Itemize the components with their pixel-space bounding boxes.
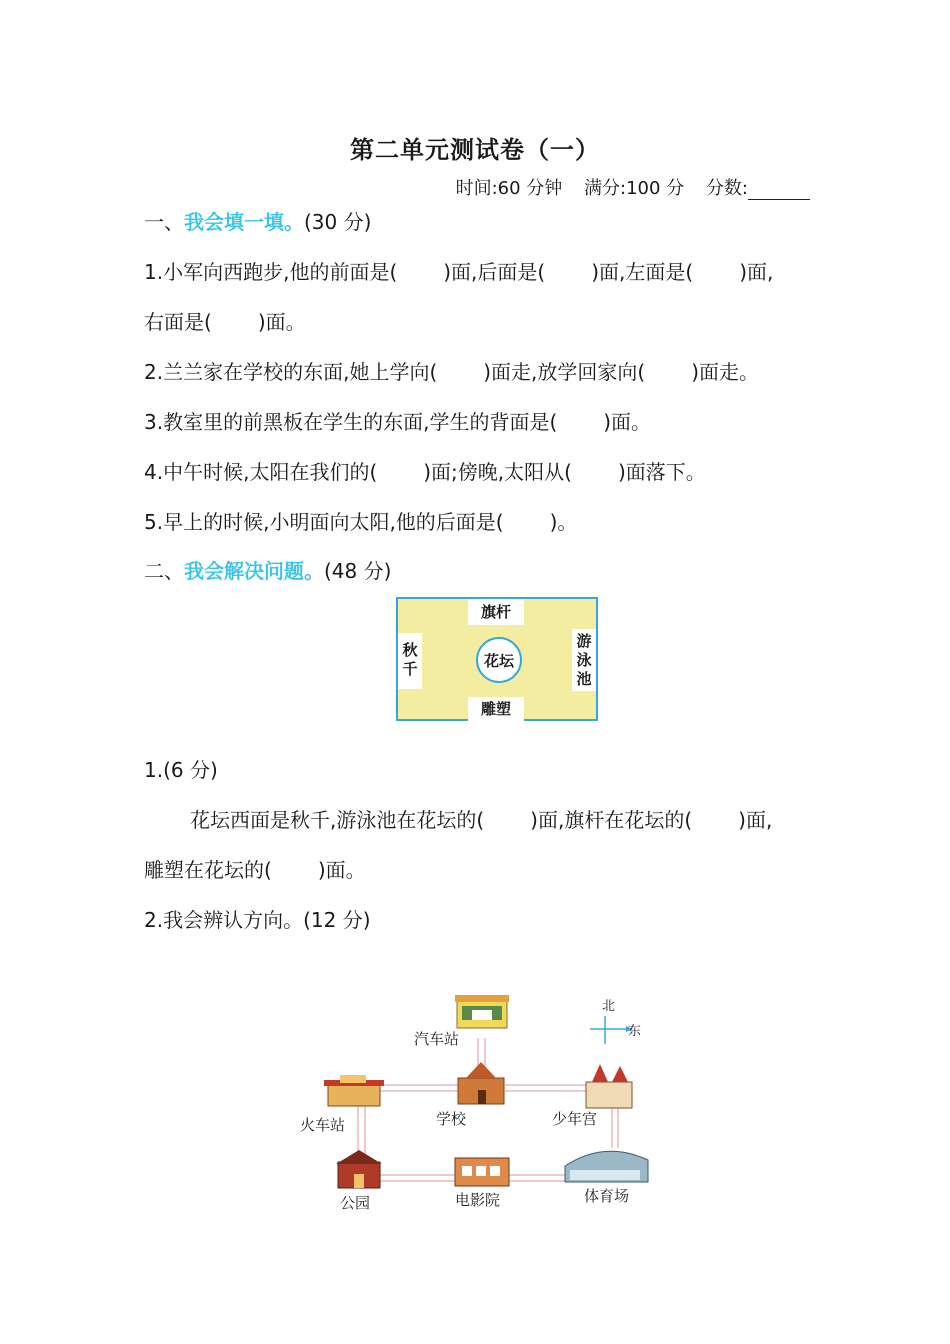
label-youth-palace: 少年宫	[552, 1110, 598, 1128]
youth-palace-icon	[586, 1064, 632, 1108]
label-park: 公园	[340, 1194, 371, 1212]
swing-label: 秋千	[398, 633, 422, 689]
compass-icon	[590, 1016, 633, 1044]
section-number: 二、	[144, 559, 184, 583]
flowerbed-label: 花坛	[476, 637, 522, 683]
label-stadium: 体育场	[584, 1187, 630, 1205]
label-cinema: 电影院	[455, 1191, 501, 1209]
schoolyard-diagram	[396, 597, 598, 721]
bus-station-icon	[455, 995, 509, 1028]
label-train-station: 火车站	[300, 1116, 346, 1134]
stadium-icon	[565, 1151, 648, 1182]
question-2: 2.兰兰家在学校的东面,她上学向( )面走,放学回家向( )面走。	[144, 360, 760, 384]
compass-east: 东	[628, 1024, 642, 1039]
section-points: (30 分)	[304, 210, 372, 234]
train-station-icon	[324, 1075, 384, 1106]
section-title: 我会填一填。	[184, 210, 304, 234]
time-limit: 时间:60 分钟	[455, 178, 563, 199]
question-3: 3.教室里的前黑板在学生的东面,学生的背面是( )面。	[144, 410, 652, 434]
score-label: 分数:	[705, 178, 748, 199]
compass-north: 北	[602, 999, 616, 1014]
school-icon	[458, 1062, 504, 1104]
section1-heading	[144, 208, 824, 236]
full-score: 满分:100 分	[584, 178, 685, 199]
score-blank[interactable]	[748, 181, 810, 200]
problem-2-heading: 2.我会辨认方向。(12 分)	[144, 908, 371, 932]
section-number: 一、	[144, 210, 184, 234]
section-title: 我会解决问题。	[184, 559, 324, 583]
label-school: 学校	[436, 1110, 467, 1128]
direction-map	[290, 990, 670, 1225]
pool-label: 游泳池	[572, 629, 596, 691]
question-5: 5.早上的时候,小明面向太阳,他的后面是( )。	[144, 510, 578, 534]
park-icon	[336, 1150, 382, 1188]
page-title: 第二单元测试卷（一）	[350, 135, 600, 164]
question-1-cont: 右面是( )面。	[144, 310, 306, 334]
problem-1-text: 花坛西面是秋千,游泳池在花坛的( )面,旗杆在花坛的( )面,	[190, 808, 773, 832]
question-1: 1.小军向西跑步,他的前面是( )面,后面是( )面,左面是( )面,	[144, 260, 774, 284]
section2-heading	[144, 557, 824, 585]
problem-1-heading: 1.(6 分)	[144, 758, 218, 782]
exam-meta	[440, 174, 810, 200]
problem-1-text-cont: 雕塑在花坛的( )面。	[144, 858, 366, 882]
section-points: (48 分)	[324, 559, 392, 583]
cinema-icon	[455, 1158, 509, 1186]
question-4: 4.中午时候,太阳在我们的( )面;傍晚,太阳从( )面落下。	[144, 460, 706, 484]
label-bus-station: 汽车站	[414, 1030, 460, 1048]
statue-label: 雕塑	[468, 697, 524, 721]
flagpole-label: 旗杆	[468, 599, 524, 625]
